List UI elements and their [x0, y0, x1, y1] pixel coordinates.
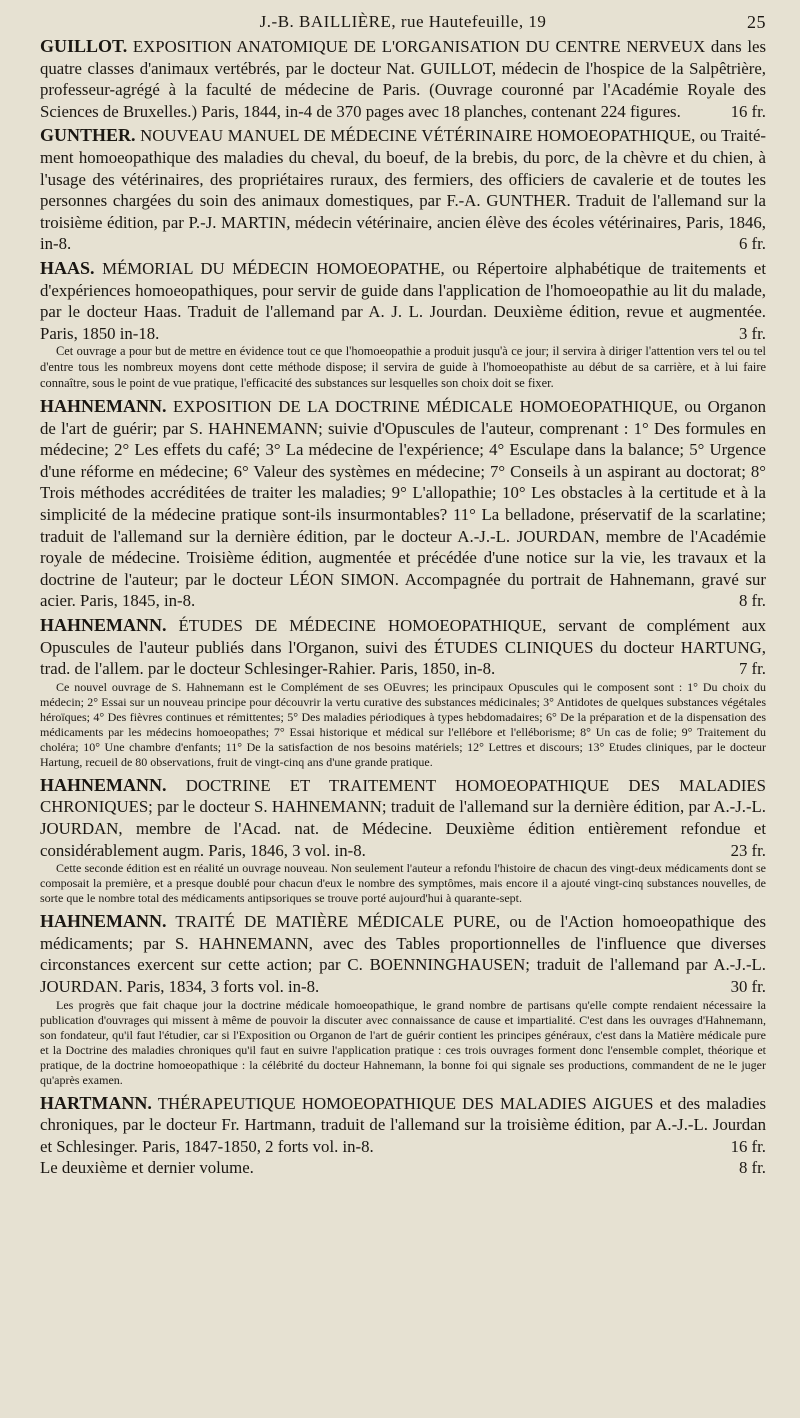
entry-author: HAHNEMANN.	[40, 615, 167, 636]
entry-author: GUNTHER.	[40, 125, 136, 146]
entry-price: 3 fr.	[738, 323, 766, 343]
catalogue-entry	[40, 775, 766, 906]
entry-note: Cet ouvrage a pour but de mettre en évidence tout ce que l'homoeopathie a produit jusqu'à ce jour; il servira à diriger l'attention vers tel ou tel d'entre tous les nombreux moyens dont cette méthode dispose; il servira de guide à l'homoeopathiste au début de sa carrière, et à lui faire connaître, sous le point de vue pratique, l'efficacité des substances sur lesquelles son choix doit se fixer.	[40, 344, 766, 390]
catalogue-entry	[40, 911, 766, 1087]
entry-note: Ce nouvel ouvrage de S. Hahnemann est le Complément de ses OEuvres; les principaux Opuscules qui le composent sont : 1° Du choix du médecin; 2° Essai sur un nouveau principe pour découvrir la vertu curative des substances médicinales; 3° Antidotes de quelques substances végétales héroïques; 4° Des fièvres continues et rémittentes; 5° Des maladies périodiques à types hebdomadaires; 6° De la préparation et de la dispensation des médicaments par les médecins homoeopathes; 7° Essai historique et médical sur l'ellébore et l'elléborisme; 8° Un cas de folie; 9° Traitement du choléra; 10° Une chambre d'enfants; 11° De la satisfaction de nos besoins matériels; 12° Lettres et discours; 13° Etudes cliniques, par le docteur Hartung, recueil de 80 observations, fruit de vingt-cinq ans d'une grande pratique.	[40, 679, 766, 769]
final-line-text: Le deuxième et dernier volume.	[40, 1158, 254, 1178]
catalogue-entry	[40, 36, 766, 122]
entry-text: EXPOSITION DE LA DOCTRINE MÉDICALE HOMOEOPATHIQUE, ou Organon de l'art de guérir; par S. HAHNEMANN; suivie d'Opuscules de l'auteur, comprenant : 1° Des formules en médecine; 2° Les effets du café; 3° La médecine de l'expérience; 4° Esculape dans la balance; 5° Urgence d'une réforme en médecine; 6° Valeur des systèmes en médecine; 7° Conseils à un aspirant au doctorat; 8° Trois méthodes accréditées de traiter les maladies; 9° L'allopathie; 10° Les obstacles à la certitude et à la simplicité de la médecine pratique sont-ils insurmontables? 11° La belladone, préservatif de la scarlatine; traduit de l'allemand sur la dernière édition, par le docteur A.-J.-L. JOURDAN, membre de l'Académie royale de médecine. Troisième édition, augmentée et précédée d'une notice sur la vie, les travaux et la doctrine de l'auteur; par le docteur LÉON SIMON. Accompagnée du portrait de Hahnemann, gravé sur acier. Paris, 1845, in-8.	[40, 397, 766, 611]
running-head	[40, 8, 766, 36]
entry-text: TRAITÉ DE MATIÈRE MÉDICALE PURE, ou de l'Action homoeopathique des médicaments; par S. HAHNEMANN, avec des Tables proportionnelles de l'influence que diverses circonstances exercent sur cette action; par C. BOENNINGHAUSEN; traduit de l'allemand par A.-J.-L. JOURDAN. Paris, 1834, 3 forts vol. in-8.	[40, 912, 766, 996]
entry-note: Les progrès que fait chaque jour la doctrine médicale homoeopathique, le grand nombre de partisans qu'elle compte rendaient nécessaire la publication d'ouvrages qui missent à même de pouvoir la discuter avec connaissance de cause et impartialité. C'est dans les ouvrages d'Hahnemann, son fondateur, qu'il faut l'étudier, car si l'Exposition ou Organon de l'art de guérir contient les principes généraux, c'est dans la Matière médicale pure et la Doctrine des maladies chroniques qu'il faut en suivre l'application pratique : ces trois ouvrages forment donc l'ensemble complet, théorique et pratique, de la doctrine homoeopathique : la célébrité du docteur Hahnemann, la bonne foi qui signale ses productions, commandent de ne le juger qu'après examen.	[40, 997, 766, 1087]
catalogue-entry	[40, 396, 766, 612]
entry-author: GUILLOT.	[40, 36, 128, 56]
final-line	[40, 1157, 766, 1179]
catalogue-entry	[40, 258, 766, 391]
catalogue-entry	[40, 125, 766, 255]
entry-price: 16 fr.	[730, 1136, 766, 1156]
entry-author: HARTMANN.	[40, 1092, 152, 1113]
entry-price: 7 fr.	[738, 659, 766, 679]
entry-text: THÉRAPEUTIQUE HOMOEOPATHIQUE DES MALADIES AIGUES et des maladies chroniques, par le docteur Fr. Hartmann, traduit de l'allemand sur la troisième édition, par A.-J.-L. Jourdan et Schlesinger. Paris, 1847-1850, 2 forts vol. in-8.	[40, 1093, 766, 1156]
entry-price: 16 fr.	[730, 101, 766, 121]
entry-author: HAHNEMANN.	[40, 396, 167, 417]
entry-author: HAAS.	[40, 257, 95, 278]
entry-price: 23 fr.	[730, 840, 766, 860]
catalogue-entries	[40, 36, 766, 1179]
catalogue-entry	[40, 615, 766, 770]
entry-author: HAHNEMANN.	[40, 774, 167, 795]
page-number: 25	[747, 12, 766, 32]
entry-text: EXPOSITION ANATOMIQUE DE L'ORGANISATION DU CENTRE NERVEUX dans les quatre classes d'animaux vertébrés, par le docteur Nat. GUILLOT, médecin de l'hospice de la Salpêtrière, professeur-agrégé à la faculté de médecine de Paris. (Ouvrage couronné par l'Académie Royale des Sciences de Bruxelles.) Paris, 1844, in-4 de 370 pages avec 18 planches, contenant 224 figures.	[40, 37, 766, 121]
catalogue-entry	[40, 1093, 766, 1158]
entry-text: ÉTUDES DE MÉDECINE HOMOEOPATHIQUE, servant de complément aux Opuscules de l'auteur publiés dans l'Organon, suivi des ÉTUDES CLINIQUES du docteur HARTUNG, trad. de l'allem. par le docteur Schlesinger-Rahier. Paris, 1850, in-8.	[40, 616, 766, 679]
entry-text: NOUVEAU MANUEL DE MÉDECINE VÉTÉRINAIRE HOMOEOPATHIQUE, ou Traité-ment homoeopathique des maladies du cheval, du boeuf, de la brebis, du porc, de la chèvre et du chien, à l'usage des vétérinaires, des propriétaires ruraux, des fermiers, des officiers de cavalerie et de toutes les personnes chargées du soin des animaux domestiques, par F.-A. GUNTHER. Traduit de l'allemand sur la troisième édition, par P.-J. MARTIN, médecin vétérinaire, ancien élève des écoles vétérinaires, Paris, 1846, in-8.	[40, 126, 766, 254]
entry-author: HAHNEMANN.	[40, 911, 167, 932]
entry-price: 8 fr.	[738, 591, 766, 611]
entry-note: Cette seconde édition est en réalité un ouvrage nouveau. Non seulement l'auteur a refondu l'histoire de chacun des vingt-deux médicaments dont se composait la première, et a presque doublé pour chacun d'eux le nombre des symptômes, mais encore il a ajouté vingt-cinq substances nouvelles, de sorte que le nombre total des médicaments antipsoriques se trouve porté aujourd'hui à quarante-sept.	[40, 861, 766, 906]
entry-price: 6 fr.	[738, 234, 766, 254]
entry-text: DOCTRINE ET TRAITEMENT HOMOEOPATHIQUE DES MALADIES CHRONIQUES; par le docteur S. HAHNEMANN; traduit de l'allemand sur la dernière édition, par A.-J.-L. JOURDAN, membre de l'Acad. nat. de Médecine. Deuxième édition entièrement refondue et considérablement augm. Paris, 1846, 3 vol. in-8.	[40, 775, 767, 860]
final-line-price: 8 fr.	[738, 1158, 766, 1178]
entry-price: 30 fr.	[730, 976, 766, 996]
running-head-title: J.-B. BAILLIÈRE, rue Hautefeuille, 19	[259, 12, 547, 31]
entry-text: MÉMORIAL DU MÉDECIN HOMOEOPATHE, ou Répertoire alphabétique de traitements et d'expériences homoeopathiques, pour servir de guide dans l'application de l'homoeopathie au lit du malade, par le docteur Haas. Traduit de l'allemand par A. J. L. Jourdan. Deuxième édition, revue et augmentée. Paris, 1850 in-18.	[40, 258, 766, 343]
